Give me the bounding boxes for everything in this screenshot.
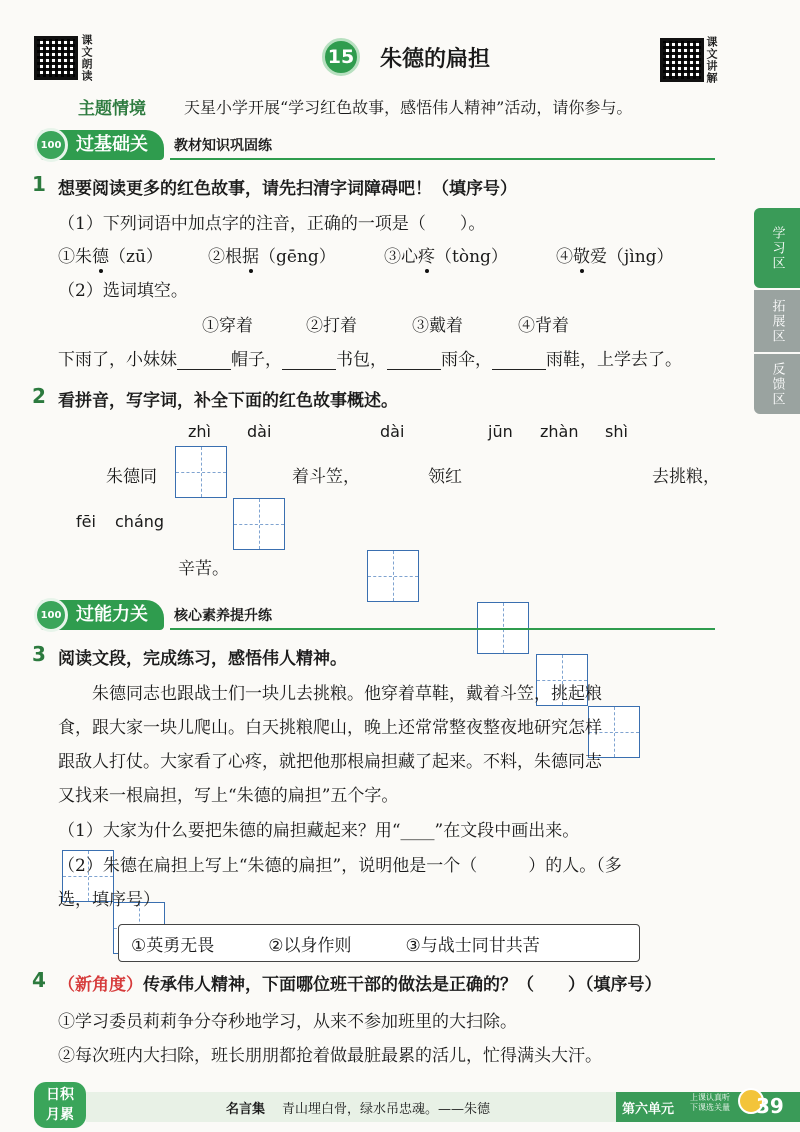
q1-word-1: ①穿着 [202,316,253,336]
theme-text: 天星小学开展“学习红色故事，感悟伟人精神”活动，请你参与。 [184,98,633,117]
q3-heading: 阅读文段，完成练习，感悟伟人精神。 [58,649,347,669]
pinyin-zhan: zhàn [540,422,579,441]
pinyin-shi: shì [605,422,628,441]
section-basic-title: 过基础关 [40,130,164,160]
q1-blank-4[interactable] [492,351,546,370]
qr-label-left: 课文朗读 [80,34,93,82]
section-basic-badge-icon: 100 [34,128,68,162]
q1-heading: 想要阅读更多的红色故事，请先扫清字词障碍吧！（填序号） [58,179,517,199]
q2-text-5: 辛苦。 [178,559,229,579]
section-basic-subtitle: 教材知识巩固练 [174,138,272,154]
q2-heading: 看拼音，写字词，补全下面的红色故事概述。 [58,391,398,411]
q4-option-2[interactable]: ②每次班内大扫除，班长朋朋都抢着做最脏最累的活儿，忙得满头大汗。 [58,1046,602,1066]
side-tab-study[interactable]: 学习区 [754,208,800,288]
section-ability-title: 过能力关 [40,600,164,630]
q2-text-3: 领红 [428,467,462,487]
section-ability [40,600,720,630]
q1-option-3[interactable]: ③心疼（tòng） [384,247,508,267]
footer-quote-label: 名言集 [226,1102,266,1117]
q3-passage-line-4: 又找来一根扁担，写上“朱德的扁担”五个字。 [58,786,399,806]
section-basic [40,130,720,160]
pinyin-fei: fēi [76,512,96,531]
page-title: 朱德的扁担 [380,47,491,72]
q1-fill-sentence: 下雨了，小妹妹 帽子， 书包， 雨伞， 雨鞋，上学去了。 [58,350,682,370]
q3-number: 3 [32,642,46,666]
q1-word-3: ③戴着 [412,316,463,336]
writing-box-dai-1[interactable] [233,498,285,550]
footer-daily-badge: 日积 月累 [34,1082,86,1128]
q1-blank-2[interactable] [282,351,336,370]
q4-number: 4 [32,968,46,992]
side-tab-extend[interactable]: 拓展区 [754,290,800,352]
q1-option-1[interactable]: ①朱德（zū） [58,247,163,267]
pinyin-dai-1: dài [247,422,272,441]
q3-sub-2a: （2）朱德在扁担上写上“朱德的扁担”，说明他是一个（ ）的人。（多 [58,856,622,876]
section-ability-divider [170,628,715,630]
q1-part1: （1）下列词语中加点字的注音，正确的一项是（ ）。 [58,214,486,234]
q3-choice-1[interactable]: ①英勇无畏 [131,935,215,956]
q1-word-2: ②打着 [306,316,357,336]
q3-choices-box [118,924,640,962]
q1-part2: （2）选词填空。 [58,281,188,301]
q2-text-2: 着斗笠， [292,467,360,487]
q3-passage-line-1: 朱德同志也跟战士们一块儿去挑粮。他穿着草鞋，戴着斗笠，挑起粮 [92,684,602,704]
footer-quote: 青山埋白骨，绿水吊忠魂。——朱德 [282,1102,491,1117]
footer [0,1080,800,1132]
q4-option-1[interactable]: ①学习委员莉莉争分夺秒地学习，从来不参加班里的大扫除。 [58,1012,517,1032]
q2-text-1: 朱德同 [106,467,157,487]
writing-box-zhi[interactable] [175,446,227,498]
q3-choice-3[interactable]: ③与战士同甘共苦 [405,935,540,956]
q2-text-4: 去挑粮， [652,467,720,487]
qr-label-right: 课文讲解 [705,36,718,84]
q3-sub-1: （1）大家为什么要把朱德的扁担藏起来？用“____”在文段中画出来。 [58,821,580,841]
pinyin-dai-2: dài [380,422,405,441]
q1-blank-3[interactable] [387,351,441,370]
q1-number: 1 [32,172,46,196]
q1-option-4[interactable]: ④敬爱（jìng） [556,247,674,267]
q3-sub-2b: 选，填序号） [58,890,160,910]
q1-option-2[interactable]: ②根据（gēng） [208,247,336,267]
section-ability-badge-icon: 100 [34,598,68,632]
q3-passage-line-2: 食，跟大家一块儿爬山。白天挑粮爬山，晚上还常常整夜整夜地研究怎样 [58,718,602,738]
side-tab-feedback[interactable]: 反馈区 [754,354,800,414]
page-number: 39 [756,1094,784,1118]
q3-choice-2[interactable]: ②以身作则 [268,935,352,956]
q4-new-angle-tag: （新角度） [58,975,143,995]
section-basic-divider [170,158,715,160]
section-ability-subtitle: 核心素养提升练 [174,608,272,624]
footer-unit: 第六单元 [622,1102,675,1117]
footer-slogan: 上课认真听 下课选关量 [690,1093,730,1112]
qr-code-right[interactable] [660,38,704,82]
writing-box-dai-2[interactable] [367,550,419,602]
pinyin-jun: jūn [488,422,513,441]
qr-code-left[interactable] [34,36,78,80]
pinyin-chang: cháng [115,512,165,531]
theme-label: 主题情境 [78,99,146,119]
q1-word-4: ④背着 [518,316,569,336]
q3-passage-line-3: 跟敌人打仗。大家看了心疼，就把他那根扁担藏了起来。不料，朱德同志 [58,752,602,772]
pinyin-zhi: zhì [188,422,211,441]
q4-heading: （新角度）传承伟人精神，下面哪位班干部的做法是正确的？（ ）（填序号） [58,975,662,995]
q2-number: 2 [32,384,46,408]
q1-blank-1[interactable] [177,351,231,370]
lesson-number-badge: 15 [322,38,360,76]
